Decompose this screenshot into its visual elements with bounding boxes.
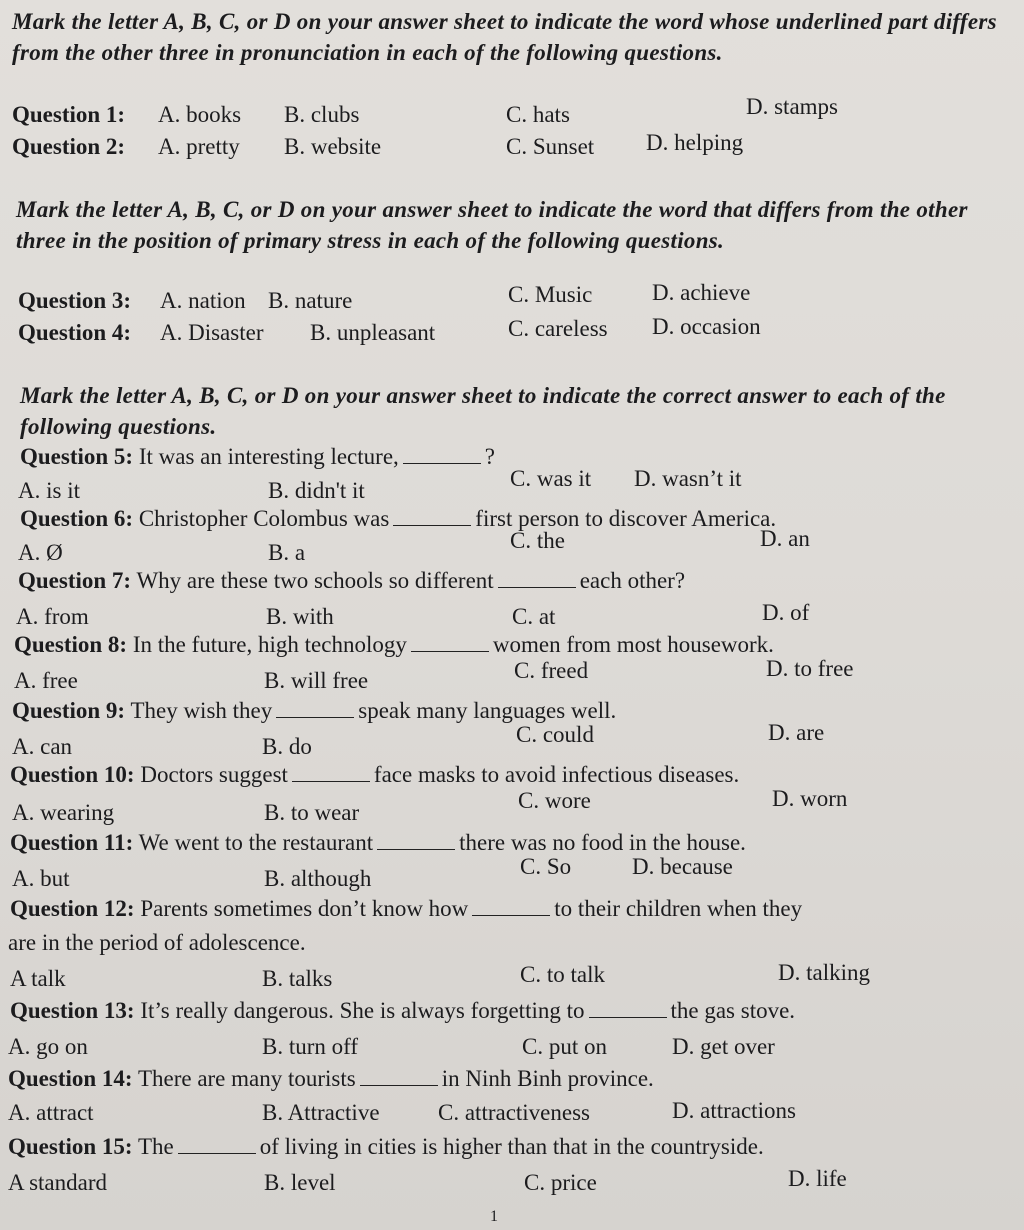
question-stem-end: there was no food in the house. [459,830,746,855]
instruction-pronunciation: Mark the letter A, B, C, or D on your answer sheet to indicate the word whose underlined part differs from the other three in pronunciation in each of the following questions. [12,9,997,65]
question-label: Question 5: [20,444,134,469]
option-a[interactable]: A. is it [18,478,80,503]
option-c[interactable]: C. hats [506,102,570,127]
option-d[interactable]: D. get over [672,1034,775,1059]
option-c[interactable]: C. was it [510,466,592,491]
option-c[interactable]: C. at [512,604,556,629]
question-stem: In the future, high technology [132,632,407,657]
answer-blank[interactable] [589,999,667,1018]
option-a[interactable]: A. Disaster [160,320,264,345]
question-12 [10,896,1010,928]
option-b[interactable]: B. although [264,866,372,891]
question-stem: Doctors suggest [140,762,288,787]
question-stem: They wish they [130,698,273,723]
option-d[interactable]: D. attractions [672,1098,796,1123]
option-c[interactable]: C. put on [522,1034,607,1059]
option-c[interactable]: C. price [524,1170,597,1195]
option-b[interactable]: B. to wear [264,800,360,825]
instruction-stress: Mark the letter A, B, C, or D on your answer sheet to indicate the word that differs from the other three in the position of primary stress in each of the following questions. [16,197,968,253]
question-stem: Why are these two schools so different [136,568,494,593]
question-stem-end: speak many languages well. [358,698,617,723]
instruction-correct-answer: Mark the letter A, B, C, or D on your answer sheet to indicate the correct answer to each of the following questions. [20,383,946,439]
question-12-continued: are in the period of adolescence. [8,930,306,955]
question-label: Question 10: [10,762,135,787]
option-a[interactable]: A. Ø [18,540,63,565]
question-stem: Parents sometimes don’t know how [140,896,469,921]
option-c[interactable]: C. to talk [520,962,605,987]
option-a[interactable]: A. but [12,866,70,891]
option-a[interactable]: A. pretty [158,134,240,159]
option-b[interactable]: B. talks [262,966,333,991]
answer-blank[interactable] [276,699,354,718]
question-stem-end: ? [484,444,495,469]
question-13 [10,998,1010,1030]
question-label: Question 14: [8,1066,133,1091]
question-14 [8,1066,1008,1098]
option-b[interactable]: B. clubs [284,102,360,127]
question-7 [18,568,1018,600]
option-b[interactable]: B. nature [268,288,353,313]
question-label: Question 8: [14,632,128,657]
question-14-options [8,1098,1012,1132]
question-stem-end: first person to discover America. [475,506,777,531]
question-stem: There are many tourists [137,1066,356,1091]
question-10-options [12,786,1012,832]
question-label: Question 1: [12,102,126,127]
option-a[interactable]: A. wearing [12,800,115,825]
option-a[interactable]: A talk [10,966,66,991]
question-label: Question 6: [20,506,134,531]
page-number: 1 [490,1208,498,1225]
answer-blank[interactable] [360,1067,438,1086]
answer-blank[interactable] [377,831,455,850]
option-d[interactable]: D. worn [772,786,848,811]
option-a[interactable]: A. nation [160,288,246,313]
question-label: Question 13: [10,998,135,1023]
option-c[interactable]: C. the [510,528,565,553]
option-a[interactable]: A. can [12,734,73,759]
option-c[interactable]: C. Music [508,282,593,307]
question-label: Question 4: [18,320,132,345]
option-d[interactable]: D. because [632,854,733,879]
option-d[interactable]: D. stamps [746,94,838,119]
question-stem-end: women from most housework. [492,632,774,657]
option-a[interactable]: A. go on [8,1034,88,1059]
question-12-options [10,960,1012,998]
answer-blank[interactable] [498,569,576,588]
option-c[interactable]: C. So [520,854,572,879]
option-a[interactable]: A. books [158,102,242,127]
question-label: Question 15: [8,1134,133,1159]
question-stem-end: each other? [579,568,686,593]
question-15 [8,1134,1008,1166]
option-b[interactable]: B. level [264,1170,336,1195]
answer-blank[interactable] [403,445,481,464]
question-label: Question 2: [12,134,126,159]
question-10 [10,762,1010,794]
option-b[interactable]: B. a [268,540,306,565]
option-d[interactable]: D. helping [646,130,744,155]
question-label: Question 11: [10,830,134,855]
question-stem: Christopher Colombus was [138,506,390,531]
question-stem: It was an interesting lecture, [138,444,399,469]
option-d[interactable]: D. are [768,720,825,745]
option-b[interactable]: B. turn off [262,1034,359,1059]
option-d[interactable]: D. of [762,600,810,625]
option-b[interactable]: B. do [262,734,312,759]
option-b[interactable]: B. didn't it [268,478,365,503]
answer-blank[interactable] [178,1135,256,1154]
question-stem-end: of living in cities is higher than that in the countryside. [259,1134,764,1159]
question-stem: We went to the restaurant [138,830,374,855]
question-label: Question 9: [12,698,126,723]
option-c[interactable]: C. careless [508,316,608,341]
answer-blank[interactable] [393,507,471,526]
question-8-options [12,656,1012,700]
question-4 [18,314,1018,352]
question-11 [10,830,1010,862]
question-label: Question 12: [10,896,135,921]
option-b[interactable]: B. with [266,604,334,629]
question-label: Question 3: [18,288,132,313]
question-13-options [8,1034,1012,1066]
option-d[interactable]: D. an [760,526,810,551]
question-stem-end: to their children when they [554,896,803,921]
option-a[interactable]: A. from [16,604,89,629]
question-9 [12,698,1012,730]
option-a[interactable]: A. attract [8,1100,94,1125]
question-stem-end: in Ninh Binh province. [441,1066,654,1091]
answer-blank[interactable] [472,897,550,916]
option-a[interactable]: A. free [14,668,78,693]
option-c[interactable]: C. Sunset [506,134,595,159]
option-c[interactable]: C. wore [518,788,591,813]
option-d[interactable]: D. life [788,1166,847,1191]
answer-blank[interactable] [292,763,370,782]
question-stem: The [137,1134,174,1159]
option-d[interactable]: D. to free [766,656,854,681]
question-stem-end: the gas stove. [670,998,796,1023]
answer-blank[interactable] [411,633,489,652]
option-b[interactable]: B. website [284,134,382,159]
question-11-options [12,854,1012,898]
option-d[interactable]: D. achieve [652,280,751,305]
question-1 [12,94,1012,134]
option-b[interactable]: B. Attractive [262,1100,380,1125]
option-d[interactable]: D. talking [778,960,870,985]
question-label: Question 7: [18,568,132,593]
question-stem: It’s really dangerous. She is always forgetting to [140,998,585,1023]
question-15-options [8,1166,1012,1202]
option-d[interactable]: D. wasn’t it [634,466,742,491]
option-b[interactable]: B. will free [264,668,369,693]
question-2 [12,130,1012,166]
option-b[interactable]: B. unpleasant [310,320,436,345]
option-c[interactable]: C. freed [514,658,589,683]
question-stem-end: face masks to avoid infectious diseases. [373,762,740,787]
option-c[interactable]: C. could [516,722,594,747]
option-a[interactable]: A standard [8,1170,108,1195]
option-d[interactable]: D. occasion [652,314,761,339]
option-c[interactable]: C. attractiveness [438,1100,591,1125]
